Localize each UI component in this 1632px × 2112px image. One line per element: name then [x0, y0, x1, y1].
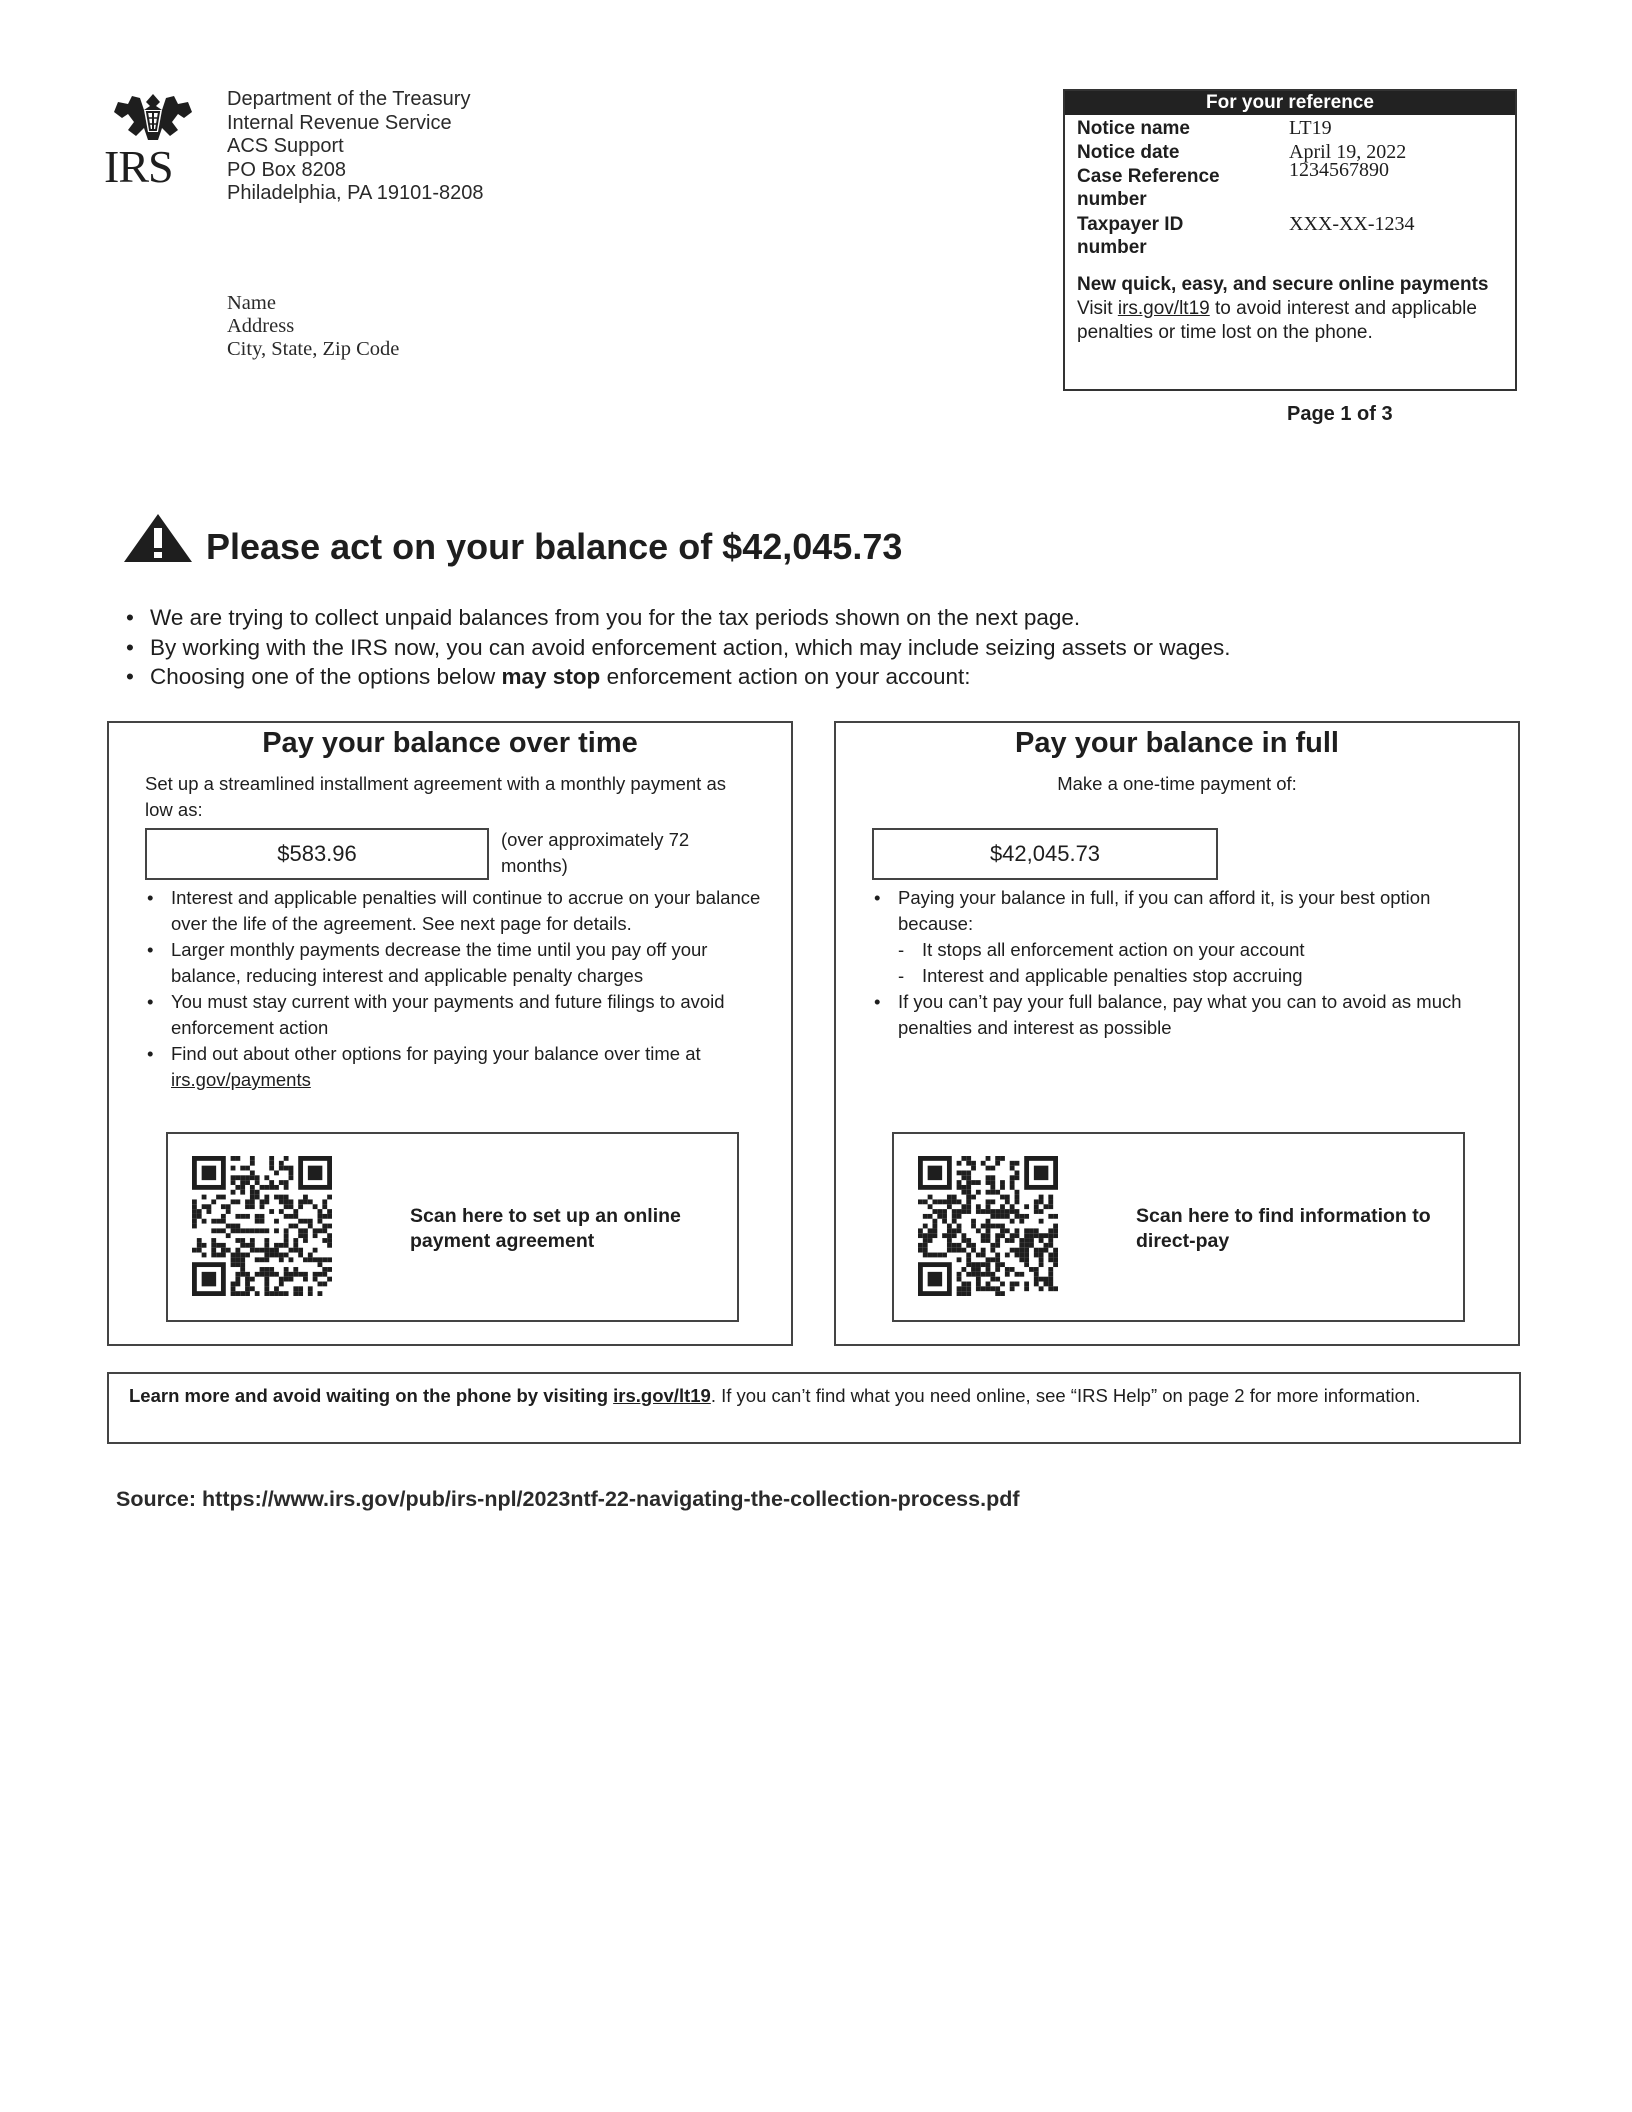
recipient-line: Name	[227, 292, 276, 314]
pay-in-full-title: Pay your balance in full	[1015, 727, 1339, 759]
intro-text: enforcement action on your account:	[606, 664, 971, 689]
reference-label: Notice name	[1077, 118, 1190, 139]
intro-list	[124, 603, 1231, 692]
bullet-text: Larger monthly payments decrease the time until you pay off your balance, reducing interest and applicable penalty charges	[171, 939, 708, 986]
agency-line: Philadelphia, PA 19101-8208	[227, 182, 484, 204]
reference-header: For your reference	[1065, 91, 1515, 115]
reference-row-notice-date	[1077, 141, 1407, 164]
agency-line: PO Box 8208	[227, 158, 346, 181]
irs-lt19-link[interactable]: irs.gov/lt19	[1117, 298, 1210, 319]
footer-text: . If you can’t find what you need online, see “IRS Help” on page 2 for more information.	[710, 1385, 1421, 1406]
reference-value: April 19, 2022	[1289, 141, 1407, 163]
footer-bold-text: Learn more and avoid waiting on the phone by visiting	[129, 1385, 608, 1406]
list-item	[145, 937, 771, 989]
full-payment-amount: $42,045.73	[872, 828, 1218, 880]
reference-value: 1234567890	[1289, 159, 1389, 181]
agency-line: Department of the Treasury	[227, 88, 471, 110]
page-number: Page 1 of 3	[1287, 403, 1393, 425]
qr-code-icon[interactable]	[914, 1156, 1062, 1296]
pay-over-time-title: Pay your balance over time	[262, 727, 638, 759]
source-citation: Source: https://www.irs.gov/pub/irs-npl/2023ntf-22-navigating-the-collection-process.pdf	[116, 1487, 1020, 1511]
bullet-text: Interest and applicable penalties stop accruing	[922, 965, 1303, 986]
list-item	[145, 885, 771, 937]
bullet-text: Interest and applicable penalties will continue to accrue on your balance over the life of the agreement. See next page for details.	[171, 887, 761, 934]
online-payments-title: New quick, easy, and secure online payments	[1077, 274, 1489, 295]
bullet-text: Paying your balance in full, if you can afford it, is your best option because:	[898, 887, 1431, 934]
intro-item	[124, 662, 1231, 692]
irs-logo-text: IRS	[104, 141, 173, 192]
irs-logo	[104, 88, 202, 190]
qr-label: Scan here to set up an online payment agreement	[410, 1205, 681, 1252]
warning-triangle-icon	[122, 512, 194, 564]
reference-label: Case Reference number	[1077, 166, 1220, 210]
reference-value: LT19	[1289, 117, 1332, 139]
pay-in-full-subtitle: Make a one-time payment of:	[1057, 773, 1297, 794]
irs-payments-link[interactable]: irs.gov/payments	[171, 1069, 311, 1090]
pay-in-full-bullets	[872, 885, 1498, 1041]
recipient-address	[227, 292, 399, 361]
online-visit-text: Visit	[1077, 298, 1113, 319]
intro-item	[124, 603, 1231, 633]
online-payments-note	[1077, 273, 1507, 345]
intro-item	[124, 633, 1231, 663]
reference-label: Taxpayer ID number	[1077, 214, 1184, 258]
reference-label: Notice date	[1077, 142, 1180, 163]
list-item	[872, 937, 1498, 963]
list-item	[872, 989, 1498, 1041]
footer-note	[129, 1383, 1509, 1409]
agency-address	[227, 88, 484, 206]
pay-over-time-panel	[107, 721, 793, 1346]
list-item	[872, 963, 1498, 989]
intro-text: Choosing one of the options below	[150, 664, 496, 689]
reference-value: XXX-XX-1234	[1289, 213, 1415, 235]
recipient-line: City, State, Zip Code	[227, 338, 400, 360]
bullet-text: If you can’t pay your full balance, pay what you can to avoid as much penalties and interest as possible	[898, 991, 1462, 1038]
list-item	[145, 1041, 771, 1093]
reference-row-notice-name	[1077, 117, 1332, 140]
page-headline: Please act on your balance of $42,045.73	[206, 526, 903, 567]
bullet-text: Find out about other options for paying your balance over time at	[171, 1043, 701, 1064]
reference-row-taxpayer-id	[1077, 213, 1415, 259]
irs-eagle-logo-icon	[108, 88, 198, 146]
intro-emphasis: may stop	[501, 664, 601, 689]
qr-section	[166, 1132, 739, 1322]
bullet-text: You must stay current with your payments and future filings to avoid enforcement action	[171, 991, 725, 1038]
reference-row-case-reference	[1077, 159, 1389, 211]
list-item	[145, 989, 771, 1041]
monthly-payment-amount: $583.96	[145, 828, 489, 880]
irs-lt19-footer-link[interactable]: irs.gov/lt19	[613, 1385, 711, 1406]
pay-over-time-bullets	[145, 885, 771, 1093]
footer-note-box	[107, 1372, 1521, 1444]
list-item	[872, 885, 1498, 937]
online-payments-text: to avoid interest and applicable penalties or time lost on the phone.	[1077, 298, 1477, 343]
pay-in-full-panel	[834, 721, 1520, 1346]
pay-over-time-subtitle: Set up a streamlined installment agreement with a monthly payment as low as:	[145, 773, 726, 820]
qr-code-icon[interactable]	[188, 1156, 336, 1296]
agency-line: Internal Revenue Service	[227, 111, 452, 134]
qr-section	[892, 1132, 1465, 1322]
intro-text: By working with the IRS now, you can avoid enforcement action, which may include seizing assets or wages.	[150, 634, 1231, 660]
agency-line: ACS Support	[227, 135, 344, 157]
qr-label: Scan here to find information to direct-pay	[1136, 1205, 1431, 1252]
payment-duration-note: (over approximately 72 months)	[501, 829, 690, 876]
recipient-line: Address	[227, 315, 295, 337]
reference-box	[1063, 89, 1517, 391]
intro-text: We are trying to collect unpaid balances from you for the tax periods shown on the next page.	[150, 605, 1081, 630]
bullet-text: It stops all enforcement action on your account	[922, 939, 1305, 960]
